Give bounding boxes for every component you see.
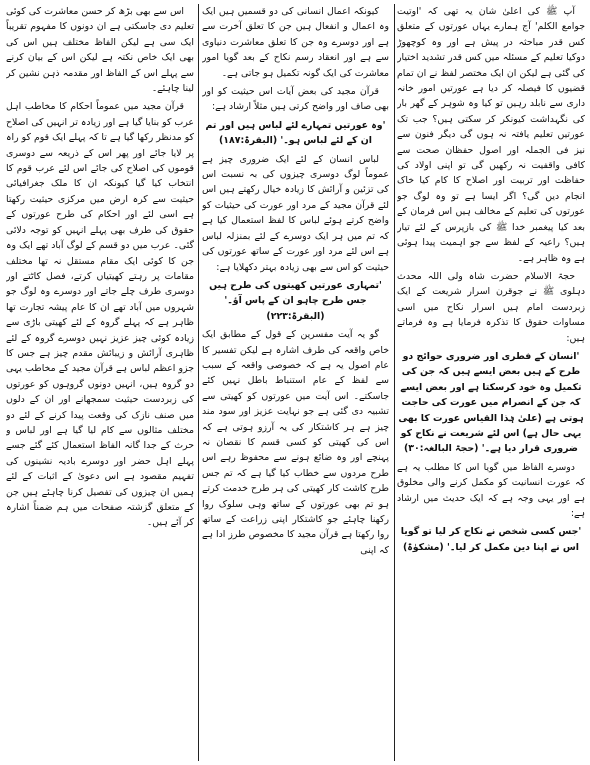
paragraph: آپ ﷺ کی اعلیٰ شان یہ تھی کہ 'اوتیت جوامع الکلم' آج ہمارے یہاں عورتوں کے متعلق کس قدر مباحثہ در پیش ہے اور وہ کوچھوڑ دوکیا تعلیم کے مسئلہ میں کس قدر تشدید اختیار کی گئی ہے لیکن ان ایک مختصر لفظ نے ان تمام قضیوں کا فیصلہ کر دیا ہے عورتیں امور خانہ داری سے نابلد رہیں تو کیا وہ شوہر کے گھر بار کی نگہداشت کیونکر کر سکتی ہیں؟ جب تک عورتیں تعلیم یافتہ نہ ہوں گی دیگر فنون سے نیز فی الجملہ اور اصول حفظان صحت سے کافی واقفیت نہ رکھیں گی تو اپنی اولاد کی حفاظت اور تربیت اور اصلاح کا کام کیا خاک انجام دیں گی؟ اگر ایسا ہے تو وہ لوگ جو عورتوں کی تعلیم کے مخالف ہیں اس فرمان کے بعد کیا پیغمبر خدا ﷺ کی بازپرس کے لئے تیار ہیں؟ راعیہ کے لفظ سے جو اہمیت پیدا ہوئی ہے وہ ظاہر ہے۔: [397, 6, 585, 264]
quotation: 'جس کسی شخص نے نکاح کر لیا تو گویا اس نے اپنا دین مکمل کر لیا۔' (مشکوٰۃ): [400, 526, 582, 553]
paragraph: دوسرے الفاظ میں گویا اس کا مطلب یہ ہے کہ عورت انسانیت کو مکمل کرنے والی مخلوق ہے اور یہی وجہ ہے کہ ایک حدیث میں ارشاد ہے:: [397, 461, 585, 519]
quotation: 'وہ عورتیں تمہارے لئے لباس ہیں اور تم ان کے لئے لباس ہو۔' (البقرۃ:۱۸۷): [205, 119, 386, 147]
column-divider: [198, 4, 199, 761]
paragraph: کیونکہ اعمال انسانی کی دو قسمیں ہیں ایک وہ اعمال و انفعال ہیں جن کا تعلق آخرت سے ہے اور دوسرے وہ جن کا تعلق معاشرت دنیاوی سے ہے اور انعقاد رسم نکاح کے بعد گویا امور معاشرت کی ایک گونہ تکمیل ہو جاتی ہے۔: [202, 6, 389, 79]
paragraph: قرآن مجید میں عموماً احکام کا مخاطب اہل عرب کو بنایا گیا ہے اور زیادہ تر انہیں کی اصلاح کو مدنظر رکھا گیا ہے تا کہ پہلے ایک قوم کو راہ پر لایا جائے اور پھر اس کے ذریعہ سے دوسری قوموں کی اصلاح کی جائے اس لئے عرب قوم کا انتخاب کیا گیا کیونکہ ان کا ملک جغرافیائی حیثیت سے کرہ ارض میں مرکزی حیثیت رکھتا ہے اسی لئے اور احکام کی طرح عورتوں کے حقوق کی طرف بھی پہلے انہیں کو توجہ دلائی گئی۔ عرب میں دو قسم کے لوگ آباد تھے ایک وہ جن کا کوئی ایک مقام مستقل نہ تھا مختلف مقامات پر رہتے کھیتیاں کرتے، فصل کاٹتے اور دوسری طرف چلے جاتے اور دوسرے وہ لوگ جو شہروں میں آباد تھے ان کا عام پیشہ تجارت تھا ظاہر ہے کہ پہلے گروہ کے لئے کھیتی باڑی سے زیادہ کوئی چیز عزیز نہیں دوسرے گروہ کے لئے ظاہری آرائش و زیبائش مقدم چیز ہے جس کا جزو اعظم لباس ہے قرآن مجید کے مخاطب یہی دو گروہ ہیں، انہیں دونوں گروہوں کو عورتوں کی زبردست حیثیت سمجھانے اور ان کے دلوں میں صنف نازک کی وقعت پیدا کرنے کے لئے دو مختلف مثالوں سے کام لیا گیا ہے اور لباس و حرث کے جدا گانہ الفاظ استعمال کئے گئے جسے پہلے اہل حضر اور دوسرے بادیہ نشینوں کی تفہیم مقصود ہے اس دعویٰ کے اثبات کے لئے ہمیں ان چیزوں کی تفصیل کرنا چاہئے ہیں جن کے متعلق گزشتہ صفحات میں ہم ضمناً اشارہ کر آئے ہیں۔: [6, 101, 194, 529]
paragraph: قرآن مجید کی بعض آیات اس حیثیت کو اور بھی صاف اور واضح کرتی ہیں مثلاً ارشاد ہے:: [202, 86, 389, 113]
column-right: [397, 4, 585, 761]
paragraph: گو یہ آیت مفسرین کے قول کے مطابق ایک خاص واقعہ کی طرف اشارہ ہے لیکن تفسیر کا عام اصول یہ ہے کہ خصوصی واقعہ کے سبب سے لفظ کے عام استنباط باطل نہیں کئے جاسکتے۔ اس آیت میں عورتوں کو کھیتی سے تشبیہ دی گئی ہے جو نہایت عزیز اور سود مند چیز ہے ہر کاشتکار کی یہ آرزو ہوتی ہے کہ اس کی کھیتی کو کسی قسم کا نقصان نہ پہنچے اور وہ ضائع ہونے سے محفوظ رہے اس طرح مردوں سے خطاب کیا گیا ہے کہ تم جس طرح کاشت کار کھیتی کی ہر طرح خدمت کرتے ہو تم بھی عورتوں کے ساتھ وہی سلوک روا رکھنا چاہئے جو کاشتکار اپنی زراعت کے ساتھ روا رکھتا ہے قرآن مجید کا مخصوص طرز ادا ہے کہ اپنی: [202, 329, 389, 556]
paragraph: حجۃ الاسلام حضرت شاہ ولی اللہ محدث دہلوی ﷺ نے جوقرن اسرار شریعت کے ایک زبردست امام ہیں اسرار نکاح میں اسی مساوات حقوق کا تذکرہ فرمایا ہے وہ فرماتے ہیں:: [397, 270, 585, 344]
paragraph: اس سے بھی بڑھ کر حسن معاشرت کی کوئی تعلیم دی جاسکتی ہے ان دونوں کا مفہوم تقریباً ایک سی ہے لیکن الفاظ مختلف ہیں اس کی بھی ایک خاص نکتہ ہے لیکن اس کے بیان کرنے سے پہلے اس کے الفاظ اور مقدمہ ذہن نشین کر لینا چاہئے۔: [6, 6, 194, 95]
paragraph: لباس انسان کے لئے ایک ضروری چیز ہے عموماً لوگ دوسری چیزوں کی بہ نسبت اس کی تزئین و آرائش کا زیادہ خیال رکھتے ہیں اس لئے قرآن مجید کے مرد اور عورت کی حیثیات کو واضح کرتے ہوئے لباس کا لفظ استعمال کیا ہے کہ تم میں ہر ایک دوسرے کے لئے بمنزلہ لباس ہے اس لئے مرد اور عورت کے ساتھ عورتوں کی حیثیت کو اس سے بھی زیادہ بہتر دکھلایا ہے:: [202, 153, 389, 273]
quotation: 'انسان کے فطری اور ضروری حوائج دو طرح کے ہیں بعض ایسے ہیں کہ جن کی تکمیل وہ خود کرسکتا ہے اور بعض ایسے کہ جن کے انصرام میں عورت کی حاجت ہوتی ہے (علیٰ ہٰذا القیاس عورت کا بھی یہی حال ہے) اس لئے شریعت نے نکاح کو ضروری قرار دیا ہے۔' (حجۃ البالغہ:۳۰): [398, 350, 584, 455]
column-left: [6, 4, 194, 761]
column-divider: [394, 4, 395, 761]
quotation: 'تمہاری عورتیں کھیتوں کی طرح ہیں جس طرح چاہو ان کے پاس آؤ۔' (البقرۃ:۲۲۳): [209, 279, 382, 322]
column-middle: [202, 4, 389, 761]
